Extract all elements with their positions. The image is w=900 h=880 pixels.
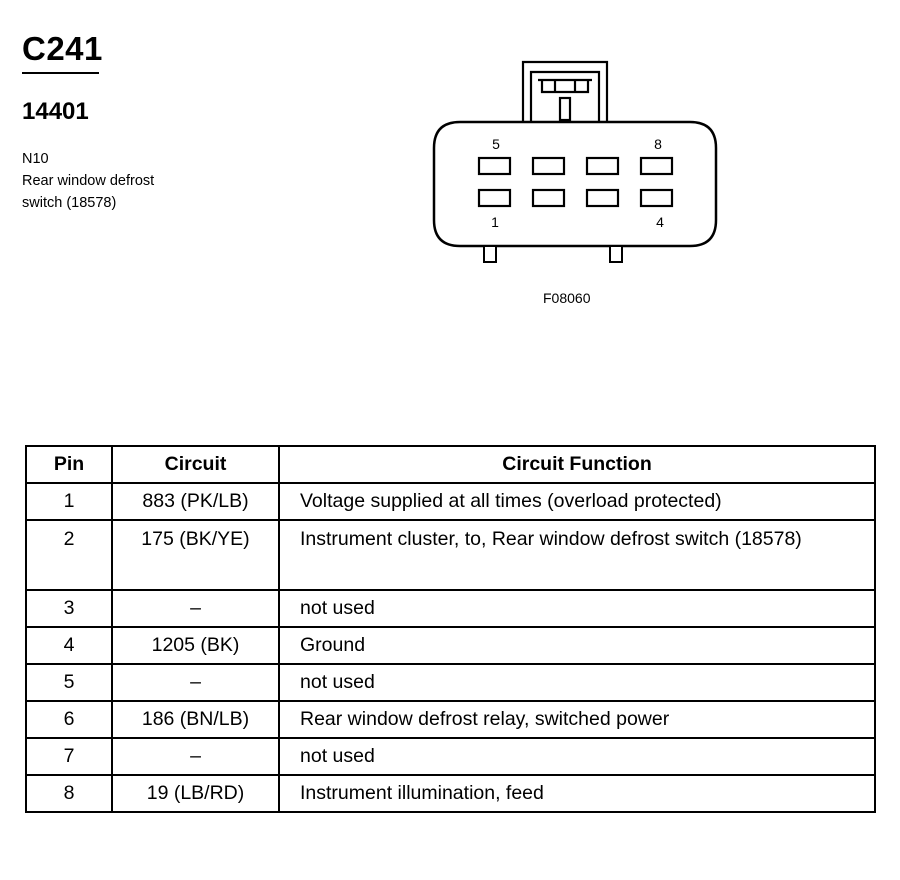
circuit-cell: 1205 (BK) (112, 627, 279, 664)
figure-id: F08060 (543, 290, 591, 306)
function-cell: Voltage supplied at all times (overload protected) (279, 483, 875, 520)
pin-cell: 1 (26, 483, 112, 520)
function-cell: not used (279, 738, 875, 775)
circuit-cell: 175 (BK/YE) (112, 520, 279, 590)
pin-cell: 2 (26, 520, 112, 590)
function-cell: not used (279, 590, 875, 627)
function-cell: Ground (279, 627, 875, 664)
header-pin: Pin (26, 446, 112, 483)
connector-description (22, 148, 154, 214)
location-code: N10 (22, 151, 49, 167)
description-line-1: Rear window defrost (22, 173, 155, 189)
table-row (26, 483, 875, 520)
function-cell: not used (279, 664, 875, 701)
pin-cell: 4 (26, 627, 112, 664)
table-row (26, 590, 875, 627)
pin-label-1: 1 (491, 214, 499, 230)
circuit-cell: 883 (PK/LB) (112, 483, 279, 520)
table-row (26, 738, 875, 775)
function-cell: Instrument cluster, to, Rear window defrost switch (18578) (279, 520, 875, 590)
pin-cell: 7 (26, 738, 112, 775)
pin-cell: 8 (26, 775, 112, 812)
description-line-2: switch (18578) (22, 195, 117, 211)
circuit-cell: – (112, 590, 279, 627)
title-underline (22, 72, 99, 74)
table-header-row (26, 446, 875, 483)
pin-cell: 6 (26, 701, 112, 738)
connector-id: C241 (22, 30, 103, 67)
pin-label-4: 4 (656, 214, 664, 230)
circuit-cell: – (112, 738, 279, 775)
pinout-table (25, 445, 876, 813)
part-number: 14401 (22, 98, 89, 125)
function-cell: Rear window defrost relay, switched power (279, 701, 875, 738)
circuit-cell: 19 (LB/RD) (112, 775, 279, 812)
circuit-cell: 186 (BN/LB) (112, 701, 279, 738)
circuit-cell: – (112, 664, 279, 701)
table-row (26, 520, 875, 590)
pin-label-8: 8 (654, 136, 662, 152)
table-row (26, 701, 875, 738)
header-circuit: Circuit (112, 446, 279, 483)
header-circuit-function: Circuit Function (279, 446, 875, 483)
table-row (26, 664, 875, 701)
pin-label-5: 5 (492, 136, 500, 152)
pin-cell: 5 (26, 664, 112, 701)
connector-housing (434, 122, 716, 246)
connector-face-diagram (420, 50, 740, 280)
table-row (26, 775, 875, 812)
table-row (26, 627, 875, 664)
mounting-tabs (484, 246, 622, 262)
connector-latch (523, 62, 607, 122)
function-cell: Instrument illumination, feed (279, 775, 875, 812)
pin-cell: 3 (26, 590, 112, 627)
